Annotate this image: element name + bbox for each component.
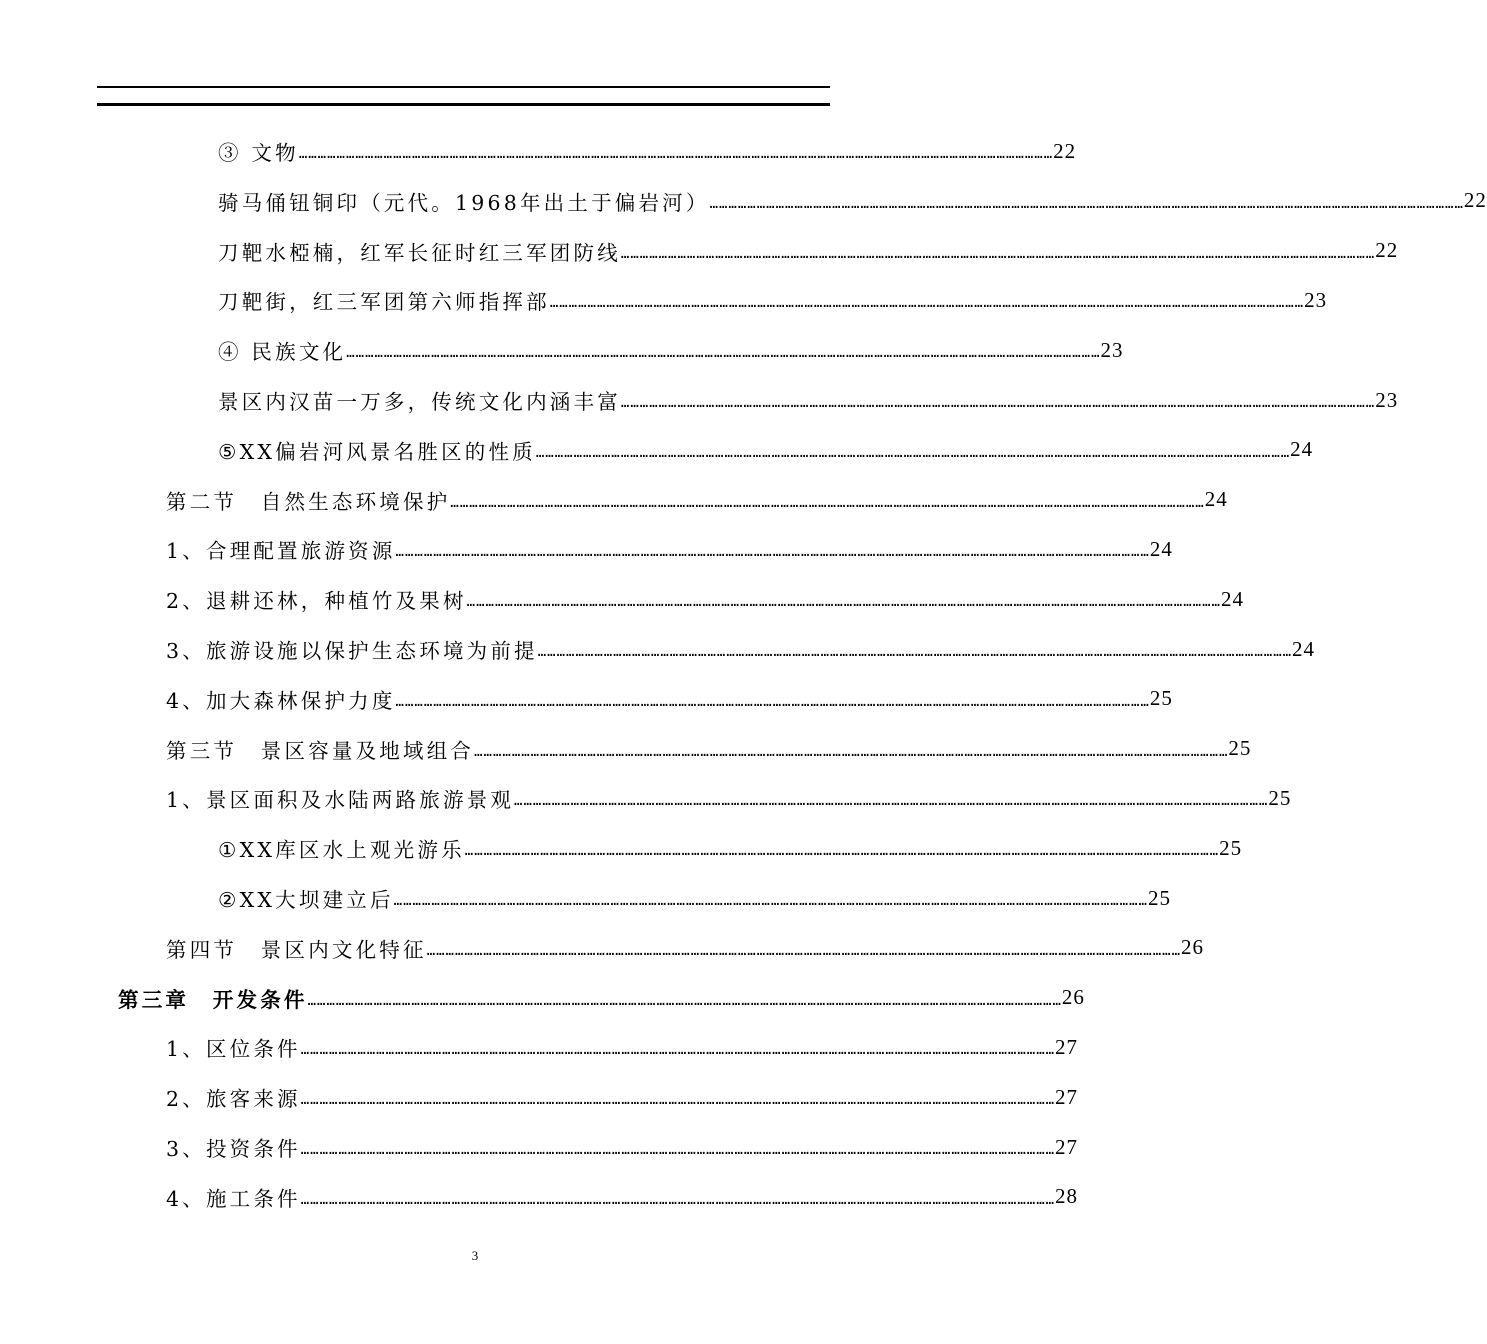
toc-entry[interactable] [166, 1177, 1079, 1217]
toc-entry-label: ①XX库区水上观光游乐 [218, 838, 465, 863]
toc-entry-label: 2、旅客来源 [166, 1087, 301, 1112]
toc-entry-label: 刀靶水椏楠，红军长征时红三军团防线 [218, 240, 621, 265]
toc-entry[interactable] [218, 828, 1243, 868]
toc-entry-page: 25 [1228, 736, 1252, 761]
toc-dot-leader: …………………………………………………………………………………………………………………………………………………………………………………………………………………… [346, 345, 1101, 362]
toc-dot-leader: …………………………………………………………………………………………………………………………………………………………………………………………………………………… [300, 1092, 1056, 1109]
toc-entry-page: 28 [1055, 1184, 1079, 1209]
toc-dot-leader: …………………………………………………………………………………………………………………………………………………………………………………………………………………… [307, 992, 1062, 1009]
toc-entry[interactable] [166, 629, 1316, 669]
toc-entry-label: 刀靶街，红三军团第六师指挥部 [218, 290, 550, 315]
toc-dot-leader: …………………………………………………………………………………………………………………………………………………………………………………………………………………… [300, 1191, 1056, 1208]
toc-entry-label: 4、施工条件 [166, 1186, 301, 1211]
toc-entry[interactable] [218, 380, 1399, 420]
toc-entry-label: 1、合理配置旅游资源 [166, 539, 396, 564]
toc-dot-leader: …………………………………………………………………………………………………………………………………………………………………………………………………………………… [466, 594, 1221, 611]
toc-dot-leader: …………………………………………………………………………………………………………………………………………………………………………………………………………………… [474, 743, 1229, 760]
toc-dot-leader: …………………………………………………………………………………………………………………………………………………………………………………………………………………… [535, 444, 1291, 461]
toc-entry[interactable] [218, 430, 1314, 470]
toc-dot-leader: …………………………………………………………………………………………………………………………………………………………………………………………………………………… [395, 693, 1150, 710]
toc-entry-label: 第二节 自然生态环境保护 [166, 489, 451, 514]
toc-entry-page: 24 [1149, 536, 1173, 561]
toc-entry-page: 23 [1100, 337, 1124, 362]
toc-entry[interactable] [166, 928, 1204, 968]
toc-entry[interactable] [166, 480, 1228, 520]
toc-entry-label: 骑马俑钮铜印（元代。1968年出土于偏岩河） [218, 190, 710, 215]
toc-entry-page: 22 [1463, 188, 1487, 213]
toc-entry-page: 26 [1181, 935, 1204, 960]
toc-entry-label: ③ 文物 [218, 141, 299, 165]
toc-entry-label: ④ 民族文化 [218, 340, 347, 365]
toc-entry-page: 26 [1061, 985, 1085, 1010]
toc-entry[interactable] [218, 280, 1328, 320]
toc-entry[interactable] [166, 679, 1173, 719]
toc-entry[interactable] [166, 579, 1244, 619]
toc-entry-page: 25 [1268, 785, 1292, 810]
toc-dot-leader: …………………………………………………………………………………………………………………………………………………………………………………………………………………… [464, 843, 1220, 860]
toc-entry[interactable] [166, 1077, 1079, 1117]
toc-dot-leader: …………………………………………………………………………………………………………………………………………………………………………………………………………………… [537, 644, 1293, 660]
toc-dot-leader: …………………………………………………………………………………………………………………………………………………………………………………………………………………… [549, 295, 1305, 312]
toc-entry-label: 2、退耕还林，种植竹及果树 [166, 589, 467, 614]
toc-dot-leader: …………………………………………………………………………………………………………………………………………………………………………………………………………………… [514, 793, 1269, 810]
toc-entry[interactable] [166, 529, 1173, 569]
toc-entry[interactable] [218, 181, 1487, 221]
toc-entry-page: 24 [1204, 487, 1228, 512]
toc-entry-page: 24 [1290, 437, 1314, 462]
toc-entry-page: 25 [1149, 686, 1173, 711]
toc-entry[interactable] [218, 330, 1124, 370]
toc-entry-page: 25 [1147, 885, 1171, 910]
toc-entry-label: 3、旅游设施以保护生态环境为前提 [166, 639, 538, 663]
toc-entry[interactable] [218, 131, 1077, 171]
toc-entry-label: 3、投资条件 [166, 1137, 301, 1161]
toc-dot-leader: …………………………………………………………………………………………………………………………………………………………………………………………………………………… [393, 893, 1148, 909]
toc-entry-label: 第三节 景区容量及地域组合 [166, 738, 475, 763]
toc-entry-label: 1、景区面积及水陆两路旅游景观 [166, 788, 515, 813]
toc-entry[interactable] [118, 978, 1085, 1018]
toc-dot-leader: …………………………………………………………………………………………………………………………………………………………………………………………………………………… [620, 395, 1376, 411]
toc-entry-page: 22 [1053, 138, 1077, 163]
toc-entry-page: 24 [1292, 636, 1316, 661]
toc-dot-leader: …………………………………………………………………………………………………………………………………………………………………………………………………………………… [300, 1142, 1056, 1158]
toc-entry[interactable] [166, 1027, 1079, 1067]
toc-dot-leader: …………………………………………………………………………………………………………………………………………………………………………………………………………………… [620, 245, 1376, 262]
page-number: 3 [471, 1248, 479, 1263]
toc-entry[interactable] [166, 729, 1252, 769]
toc-entry-label: 4、加大森林保护力度 [166, 688, 396, 713]
toc-dot-leader: …………………………………………………………………………………………………………………………………………………………………………………………………………………… [709, 195, 1464, 212]
toc-dot-leader: …………………………………………………………………………………………………………………………………………………………………………………………………………………… [450, 494, 1205, 511]
toc-dot-leader: …………………………………………………………………………………………………………………………………………………………………………………………………………………… [300, 1042, 1056, 1059]
toc-dot-leader: …………………………………………………………………………………………………………………………………………………………………………………………………………………… [298, 146, 1054, 162]
toc-entry-label: 第三章 开发条件 [118, 987, 308, 1012]
toc-entry-page: 27 [1055, 1084, 1079, 1109]
toc-entry-page: 23 [1304, 287, 1328, 312]
toc-entry[interactable] [218, 878, 1171, 918]
toc-entry-label: 景区内汉苗一万多，传统文化内涵丰富 [218, 390, 621, 414]
toc-entry[interactable] [166, 1127, 1079, 1167]
toc-entry-label: 第四节 景区内文化特征 [166, 937, 427, 962]
toc-entry-label: ②XX大坝建立后 [218, 888, 394, 912]
toc-entry-page: 23 [1375, 387, 1399, 412]
toc-entry[interactable] [218, 231, 1399, 271]
toc-entry-page: 27 [1055, 1134, 1079, 1159]
toc-entry-page: 24 [1220, 586, 1244, 611]
toc-entry-page: 27 [1055, 1034, 1079, 1059]
toc-entry-page: 22 [1375, 238, 1399, 263]
toc-entry-label: ⑤XX偏岩河风景名胜区的性质 [218, 439, 536, 464]
toc-entry-page: 25 [1219, 835, 1243, 860]
toc-entry-label: 1、区位条件 [166, 1037, 301, 1062]
toc-dot-leader: …………………………………………………………………………………………………………………………………………………………………………………………………………………… [426, 942, 1181, 959]
toc-entry[interactable] [166, 778, 1292, 818]
toc-dot-leader: …………………………………………………………………………………………………………………………………………………………………………………………………………………… [395, 544, 1150, 561]
